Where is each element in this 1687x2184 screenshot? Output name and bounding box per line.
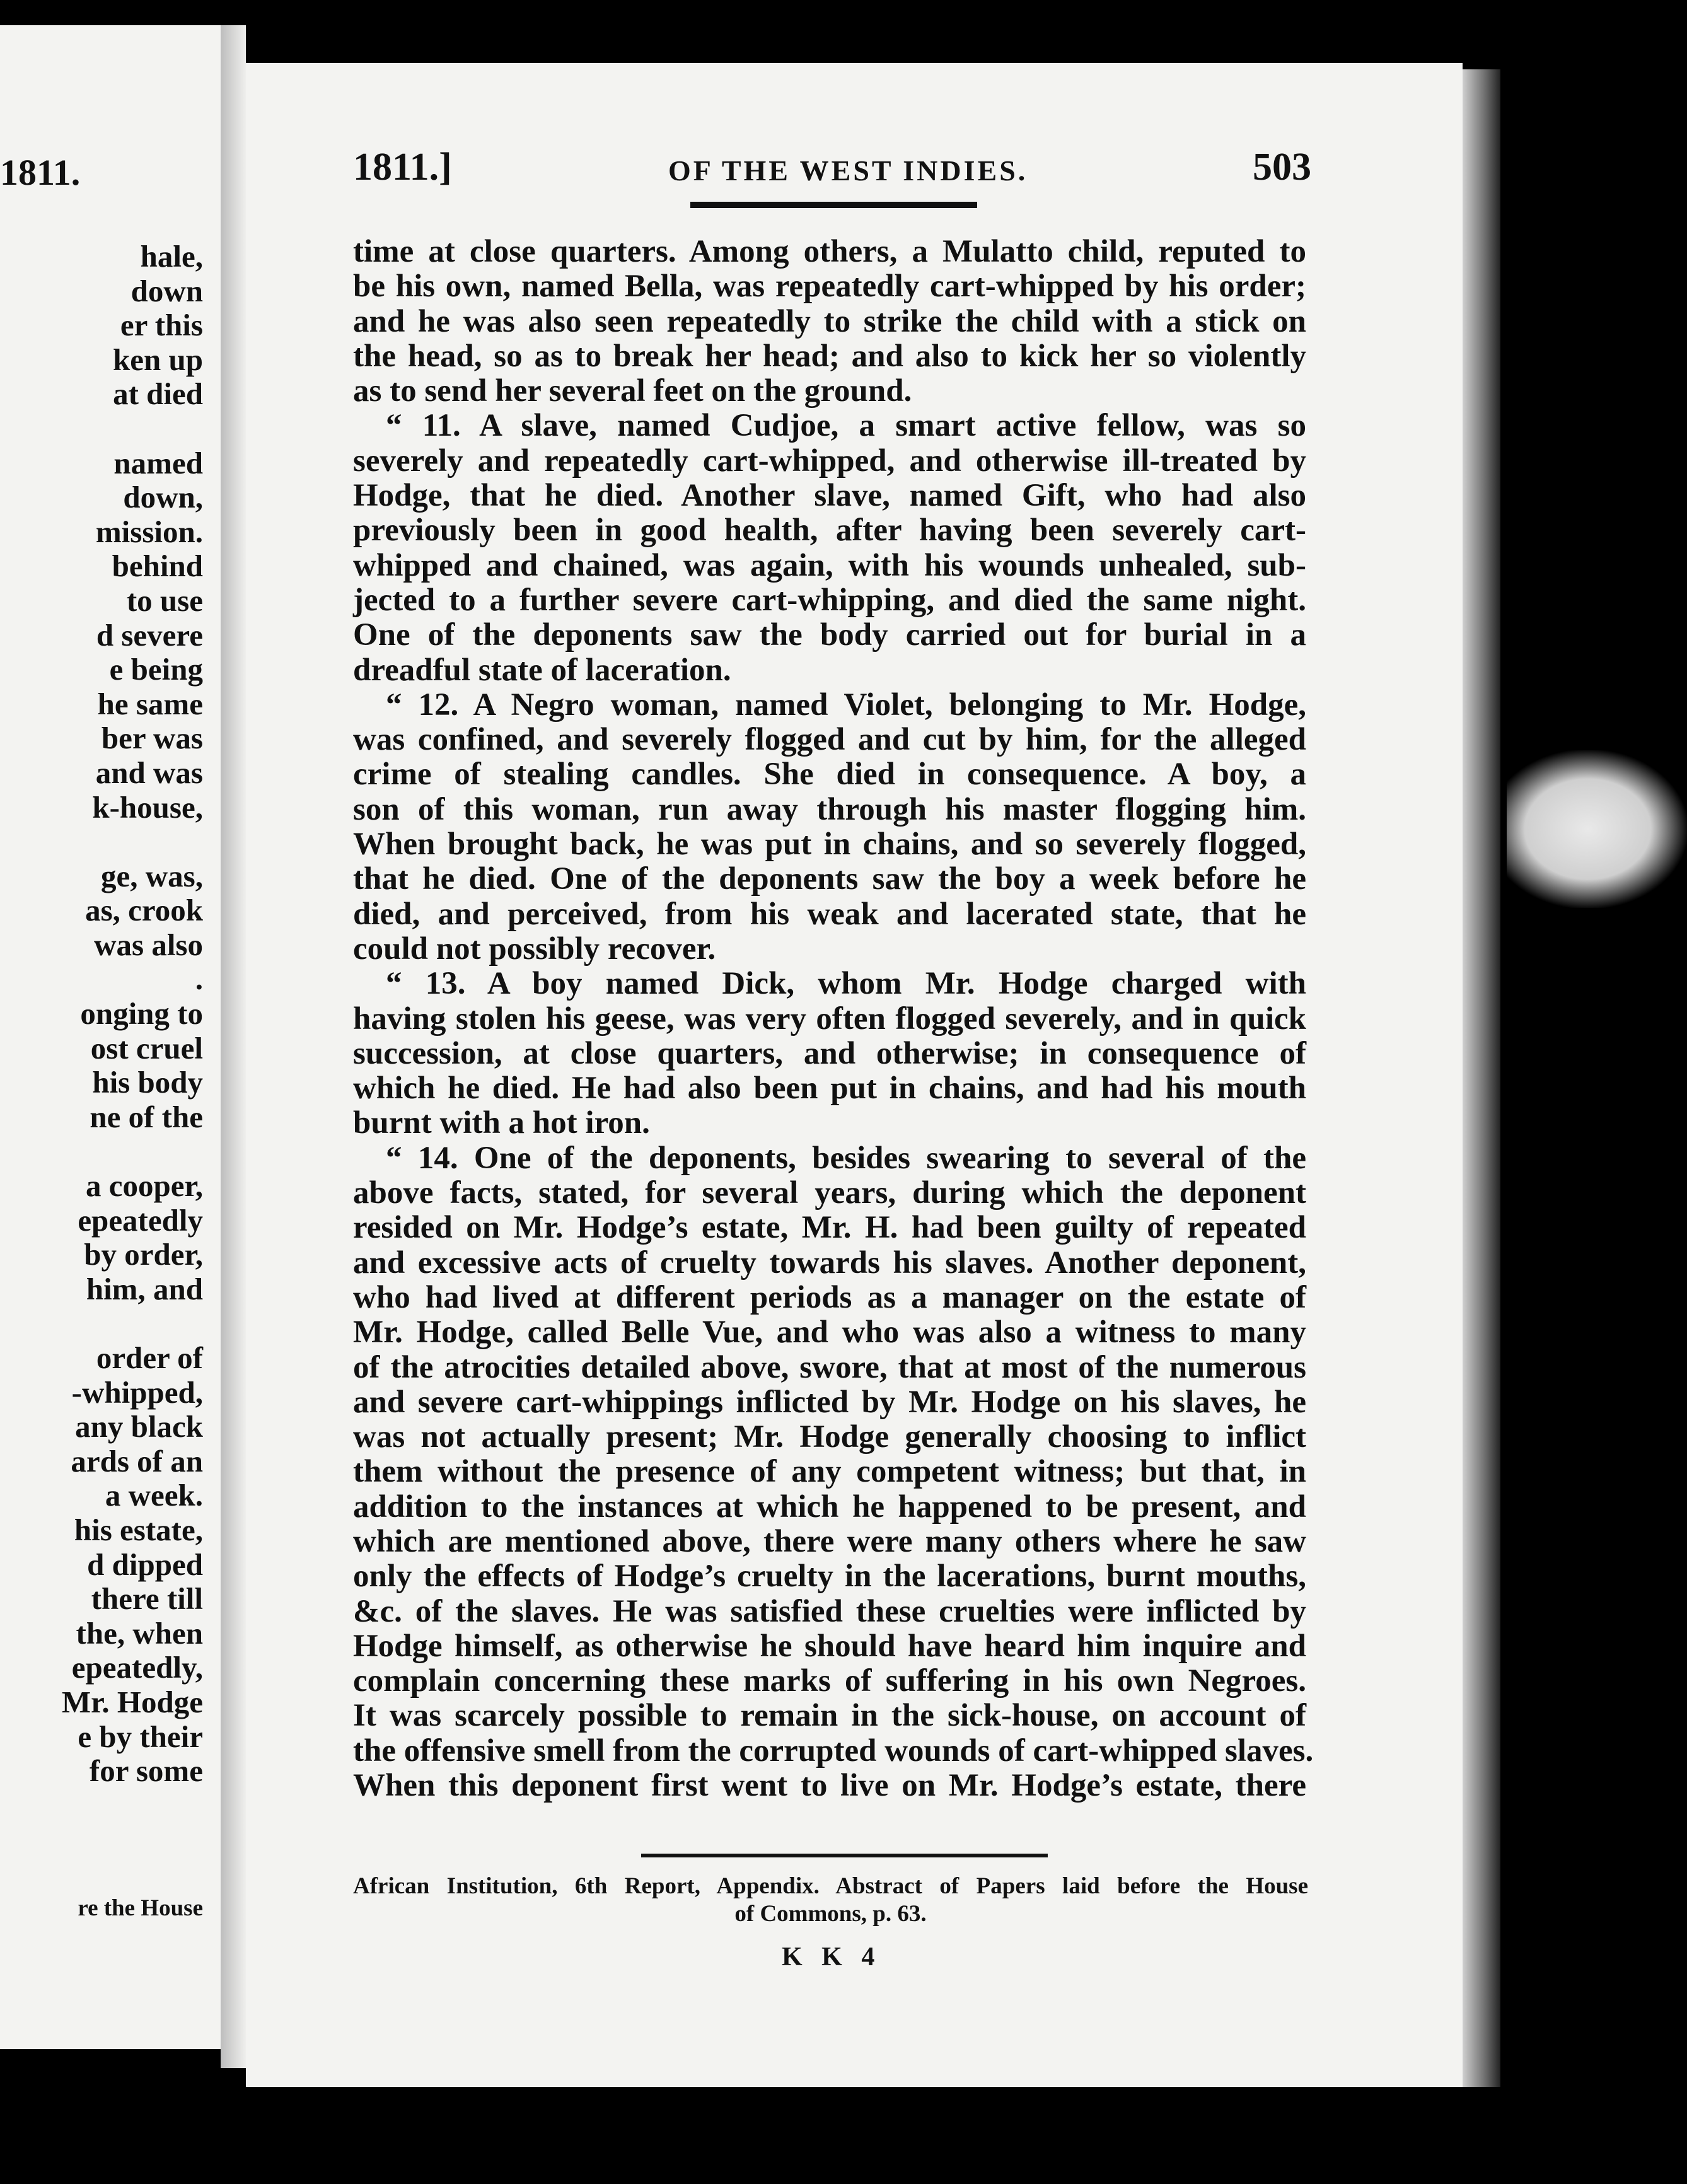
left-text-line: by order,	[84, 1237, 203, 1272]
left-text-line: any black	[75, 1409, 203, 1444]
text-line: addition to the instances at which he happened to be present, and	[353, 1489, 1306, 1525]
left-text-line: him, and	[86, 1271, 203, 1306]
left-text-line: and was	[95, 755, 203, 790]
left-text-line: er this	[120, 308, 203, 343]
text-line: was not actually present; Mr. Hodge generally choosing to inflict	[353, 1419, 1306, 1455]
text-line: and excessive acts of cruelty towards his slaves. Another deponent,	[353, 1245, 1306, 1281]
left-text-line: a week.	[105, 1478, 203, 1513]
text-line: died, and perceived, from his weak and lacerated state, that he	[353, 896, 1306, 932]
text-line: could not possibly recover.	[353, 931, 716, 967]
text-line: “ 14. One of the deponents, besides swearing to several of the	[386, 1140, 1306, 1176]
text-line: When brought back, he was put in chains, and so severely flogged,	[353, 827, 1306, 863]
text-line: jected to a further severe cart-whipping, and died the same night.	[353, 582, 1306, 618]
footnote-rule	[641, 1854, 1048, 1857]
left-text-line: down	[130, 273, 203, 308]
text-line: was confined, and severely flogged and cut by him, for the alleged	[353, 722, 1306, 758]
text-line: the head, so as to break her head; and also to kick her so violently	[353, 338, 1306, 374]
text-line: the offensive smell from the corrupted wounds of cart-whipped slaves.	[353, 1733, 1314, 1769]
left-text-line	[62, 412, 203, 446]
text-line: severely and repeatedly cart-whipped, and otherwise ill-treated by	[353, 443, 1306, 479]
left-text-line: there till	[91, 1581, 203, 1617]
text-line: dreadful state of laceration.	[353, 652, 731, 688]
page-fore-edge	[1463, 69, 1500, 2087]
left-footer-fragment: re the House	[78, 1895, 203, 1921]
text-line: of the atrocities detailed above, swore, that at most of the numerous	[353, 1349, 1306, 1385]
footnote-line-1: African Institution, 6th Report, Appendix. Abstract of Papers laid before the House	[353, 1873, 1308, 1899]
left-page	[0, 25, 221, 2049]
text-line: complain concerning these marks of suffering in his own Negroes.	[353, 1663, 1306, 1699]
left-text-line: was also	[94, 927, 203, 962]
left-text-line: onging to	[80, 996, 203, 1031]
text-line: and he was also seen repeatedly to strike the child with a stick on	[353, 303, 1306, 339]
text-line: that he died. One of the deponents saw the boy a week before he	[353, 861, 1306, 897]
left-text-line: at died	[113, 376, 203, 412]
text-line: previously been in good health, after having been severely cart-	[353, 513, 1306, 549]
text-line: “ 11. A slave, named Cudjoe, a smart active fellow, was so	[386, 408, 1306, 444]
text-line: succession, at close quarters, and otherwise; in consequence of	[353, 1035, 1306, 1071]
left-text-line	[62, 1306, 203, 1341]
left-text-line: behind	[112, 549, 203, 584]
text-line: When this deponent first went to live on Mr. Hodge’s estate, there	[353, 1768, 1306, 1804]
text-line: whipped and chained, was again, with his wounds unhealed, sub-	[353, 547, 1306, 583]
left-text-line: ge, was,	[101, 858, 203, 893]
header-title: OF THE WEST INDIES.	[668, 154, 1028, 187]
left-text-line: named	[113, 445, 203, 480]
left-text-line: e being	[109, 652, 203, 687]
left-text-line: he same	[97, 686, 203, 721]
left-text-line: as, crook	[85, 893, 203, 928]
running-header	[353, 145, 1311, 195]
text-line: which he died. He had also been put in chains, and had his mouth	[353, 1071, 1306, 1107]
text-line: them without the presence of any competent witness; but that, in	[353, 1454, 1306, 1490]
body-text	[353, 234, 1314, 1804]
text-line: which are mentioned above, there were many others where he saw	[353, 1523, 1306, 1559]
text-line: and severe cart-whippings inflicted by Mr. Hodge on his slaves, he	[353, 1384, 1306, 1420]
text-line: crime of stealing candles. She died in consequence. A boy, a	[353, 757, 1306, 793]
left-text-line: d severe	[96, 617, 203, 653]
book-gutter	[221, 25, 246, 2068]
signature-mark: K K 4	[782, 1943, 881, 1972]
left-text-line	[62, 1134, 203, 1169]
page-number: 503	[1253, 146, 1311, 189]
left-text-line: ost cruel	[90, 1030, 203, 1066]
text-line: “ 12. A Negro woman, named Violet, belonging to Mr. Hodge,	[386, 687, 1306, 723]
left-text-line: ne of the	[90, 1099, 203, 1134]
left-text-line: e by their	[78, 1719, 203, 1754]
text-line: be his own, named Bella, was repeatedly cart-whipped by his order;	[353, 269, 1306, 305]
left-text-line: epeatedly	[78, 1202, 203, 1238]
left-text-line: Mr. Hodge	[61, 1684, 203, 1719]
paper-blemish	[1507, 750, 1687, 908]
left-text-line: ken up	[112, 342, 203, 377]
left-text-line: k-house,	[92, 789, 203, 825]
left-text-line: ards of an	[71, 1443, 203, 1478]
text-line: as to send her several feet on the ground.	[353, 373, 912, 409]
text-line: Hodge himself, as otherwise he should have heard him inquire and	[353, 1628, 1306, 1664]
left-text-line: his body	[92, 1065, 203, 1100]
text-line: It was scarcely possible to remain in the sick-house, on account of	[353, 1698, 1306, 1734]
header-rule	[690, 202, 977, 208]
footnote-line-2: of Commons, p. 63.	[734, 1901, 927, 1927]
header-year: 1811.]	[353, 146, 452, 189]
text-line: only the effects of Hodge’s cruelty in the lacerations, burnt mouths,	[353, 1559, 1306, 1594]
left-text-line: epeatedly,	[71, 1650, 203, 1685]
text-line: who had lived at different periods as a manager on the estate of	[353, 1279, 1306, 1315]
left-text-line: .	[195, 961, 203, 997]
text-line: “ 13. A boy named Dick, whom Mr. Hodge charged with	[386, 966, 1306, 1002]
left-text-line: his estate,	[74, 1512, 203, 1547]
left-text-line: -whipped,	[71, 1374, 203, 1410]
left-text-line: hale,	[140, 239, 203, 274]
left-running-head: 1811.	[0, 152, 81, 193]
text-line: burnt with a hot iron.	[353, 1105, 650, 1141]
left-text-line: order of	[96, 1340, 203, 1375]
text-line: having stolen his geese, was very often flogged severely, and in quick	[353, 1001, 1306, 1037]
text-line: resided on Mr. Hodge’s estate, Mr. H. had been guilty of repeated	[353, 1210, 1306, 1246]
text-line: son of this woman, run away through his master flogging him.	[353, 791, 1306, 827]
footnote	[353, 1873, 1308, 1928]
left-text-line: a cooper,	[86, 1168, 203, 1204]
text-line: Hodge, that he died. Another slave, named Gift, who had also	[353, 478, 1306, 514]
text-line: &c. of the slaves. He was satisfied these cruelties were inflicted by	[353, 1593, 1306, 1629]
left-text-line: mission.	[95, 514, 203, 549]
text-line: time at close quarters. Among others, a Mulatto child, reputed to	[353, 234, 1306, 269]
left-text-line	[62, 825, 203, 859]
left-text-line: down,	[123, 480, 203, 515]
left-text-line: d dipped	[87, 1547, 203, 1582]
left-text-line: ber was	[101, 721, 203, 756]
left-text-line: for some	[89, 1753, 203, 1789]
text-line: One of the deponents saw the body carried out for burial in a	[353, 617, 1306, 653]
left-page-text	[62, 240, 203, 1789]
left-text-line: the, when	[76, 1615, 203, 1651]
text-line: Mr. Hodge, called Belle Vue, and who was also a witness to many	[353, 1315, 1306, 1350]
left-text-line: to use	[126, 583, 203, 618]
text-line: above facts, stated, for several years, during which the deponent	[353, 1175, 1306, 1211]
